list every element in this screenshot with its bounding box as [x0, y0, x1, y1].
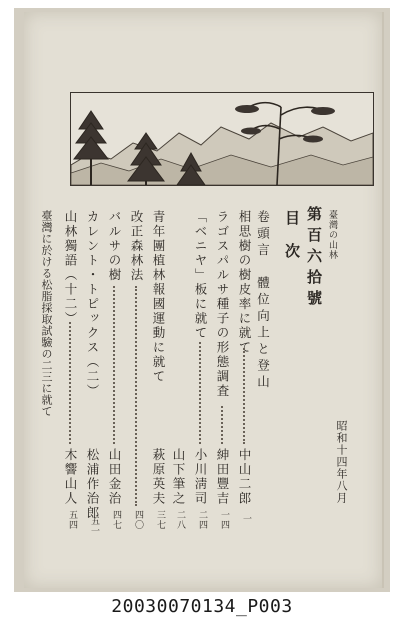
toc-entry: [52, 210, 76, 540]
toc-entry-group: [16, 210, 34, 540]
toc-author: 山田金治: [107, 448, 122, 506]
image-caption: 20030070134_P003: [111, 596, 293, 617]
toc-page: 二四: [197, 510, 207, 530]
publication-name: 臺灣の山林: [327, 210, 337, 260]
toc-author: 萩原英夫: [151, 448, 166, 506]
issue-date: 昭和十四年八月: [335, 420, 348, 504]
toc-title: 臺灣に於ける松脂採取試驗の二三に就て: [40, 210, 53, 417]
toc-author: 山下筆之: [171, 448, 186, 506]
toc-title: 改正森林法: [129, 210, 144, 283]
toc-title: カレント・トピックス（二）: [85, 210, 100, 399]
toc-leader: [198, 342, 201, 444]
mountain-pine-drawing: [71, 93, 373, 185]
toc-foreword: 卷頭言 體位向上と登山: [255, 210, 271, 392]
toc-title: 相思樹の樹皮率に就て: [237, 210, 252, 355]
toc-leader: [134, 286, 137, 506]
toc-leader: [112, 286, 115, 444]
toc-page: 二八: [175, 510, 185, 530]
toc-leader: [242, 348, 245, 444]
toc-title: 山林獨語（十二）: [63, 210, 78, 326]
toc-author: 紳田豐吉: [215, 448, 230, 506]
toc-page: 一: [241, 514, 251, 524]
issue-number: 第百六拾號: [305, 206, 323, 311]
toc-author: 中山二郎: [237, 448, 252, 506]
landscape-illustration: [70, 92, 374, 186]
toc-page: 五一: [89, 516, 99, 536]
toc-heading: 目次: [283, 210, 301, 276]
toc-title: 「ベニヤ」板に就て: [193, 210, 208, 341]
toc-leader: [220, 406, 223, 444]
toc-page: 五四: [67, 510, 77, 530]
toc-page: 四〇: [133, 510, 143, 530]
toc-author: 小川淸司: [193, 448, 208, 506]
toc-title: バルサの樹: [107, 210, 122, 283]
toc-page: 一四: [219, 510, 229, 530]
toc-page: 四七: [111, 510, 121, 530]
toc-title: 青年團植林報國運動に就て: [151, 210, 166, 384]
toc-author: 木響山人: [63, 448, 78, 506]
toc-title: ラゴスパルサ種子の形態調査: [215, 210, 230, 399]
toc-author: 松浦作治郎: [85, 448, 100, 521]
toc-leader: [68, 322, 71, 444]
toc-page: 三七: [155, 510, 165, 530]
